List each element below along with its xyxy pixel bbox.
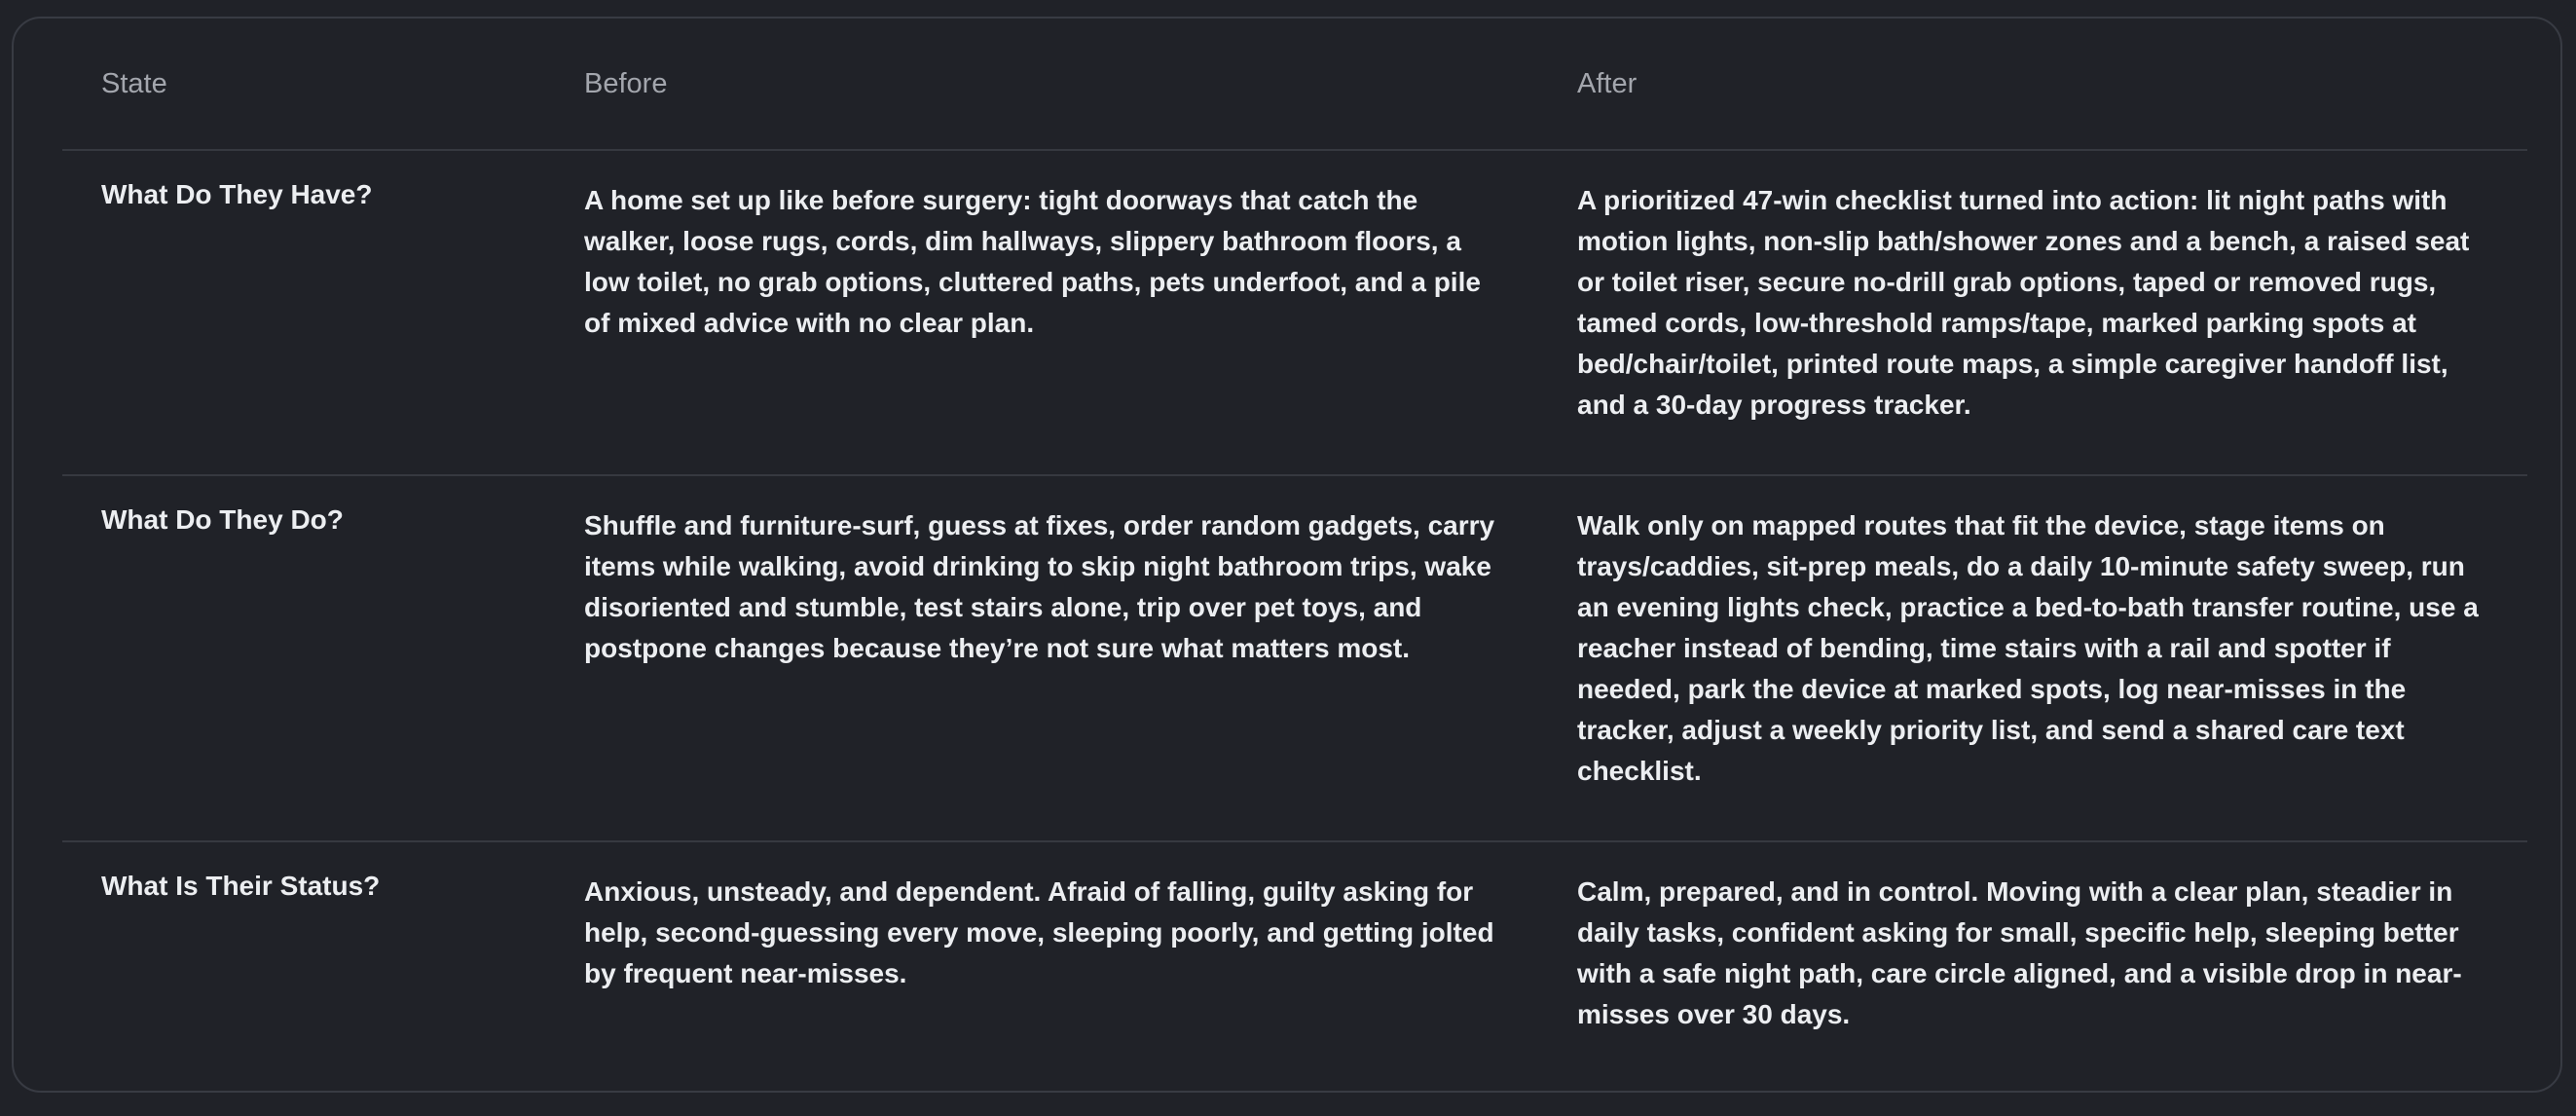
comparison-card <box>12 17 2562 1093</box>
row-after-cell: Walk only on mapped routes that fit the device, stage items on trays/caddies, sit-prep meals, do a daily 10-minute safety sweep, run an evening lights check, practice a bed-to-bath transfer routine, use a reacher instead of bending, time stairs with a rail and spotter if needed, park the device at marked spots, log near-misses in the tracker, adjust a weekly priority list, and send a shared care text checklist. <box>1538 475 2527 841</box>
table-header-row <box>62 19 2527 150</box>
row-before-cell: Anxious, unsteady, and dependent. Afraid of falling, guilty asking for help, second-guessing every move, sleeping poorly, and getting jolted by frequent near-misses. <box>584 876 1494 988</box>
row-before-cell: Shuffle and furniture-surf, guess at fixes, order random gadgets, carry items while walking, avoid drinking to skip night bathroom trips, wake disoriented and stumble, test stairs alone, trip over pet toys, and postpone changes because they’re not sure what matters most. <box>545 475 1538 841</box>
row-state-label: What Do They Do? <box>62 475 545 841</box>
header-before: Before <box>545 19 1538 150</box>
row-state-label: What Do They Have? <box>62 150 545 475</box>
header-state: State <box>62 19 545 150</box>
table-row <box>62 150 2527 475</box>
table-row <box>62 841 2527 1085</box>
header-after: After <box>1538 19 2527 150</box>
before-after-table <box>62 19 2527 1085</box>
row-after-cell: Calm, prepared, and in control. Moving with a clear plan, steadier in daily tasks, confident asking for small, specific help, sleeping better with a safe night path, care circle aligned, and a visible drop in near-misses over 30 days. <box>1577 876 2462 1029</box>
row-before-cell: A home set up like before surgery: tight doorways that catch the walker, loose rugs, cords, dim hallways, slippery bathroom floors, a low toilet, no grab options, cluttered paths, pets underfoot, and a pile of mixed advice with no clear plan. <box>545 150 1538 475</box>
row-after-cell: A prioritized 47-win checklist turned into action: lit night paths with motion lights, non-slip bath/shower zones and a bench, a raised seat or toilet riser, secure no-drill grab options, taped or removed rugs, tamed cords, low-threshold ramps/tape, marked parking spots at bed/chair/toilet, printed route maps, a simple caregiver handoff list, and a 30-day progress tracker. <box>1538 150 2527 475</box>
table-row <box>62 475 2527 841</box>
row-state-label: What Is Their Status? <box>101 871 381 901</box>
